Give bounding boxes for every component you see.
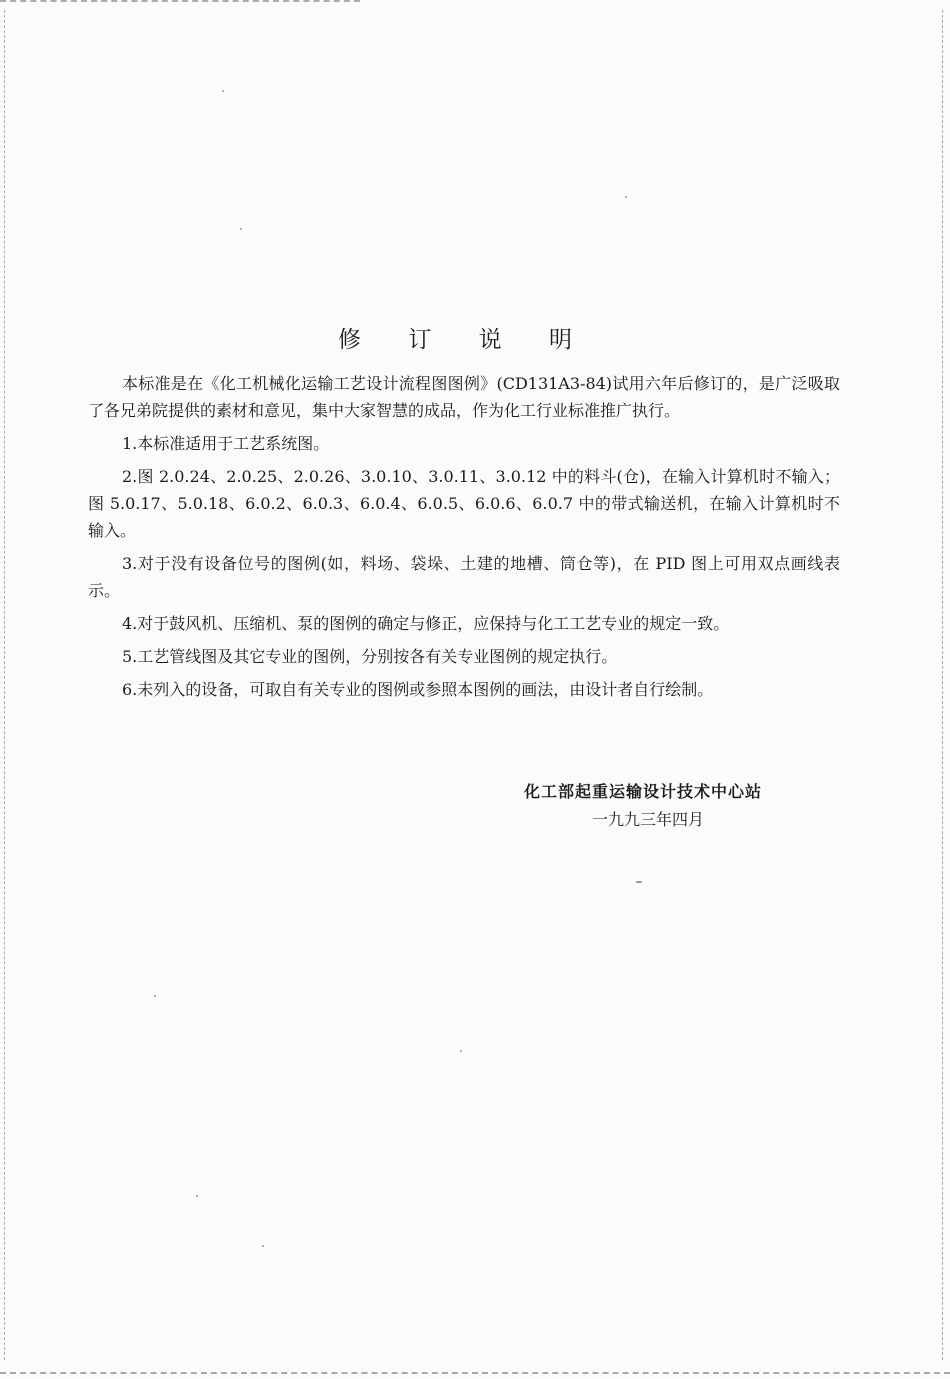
scan-speck	[636, 881, 642, 883]
list-item: 5.工艺管线图及其它专业的图例，分别按各有关专业图例的规定执行。	[122, 647, 618, 666]
page-title: 修 订 说 明	[338, 327, 592, 354]
document-body	[88, 370, 840, 703]
list-item: 4.对于鼓风机、压缩机、泵的图例的确定与修正，应保持与化工工艺专业的规定一致。	[122, 614, 730, 633]
scan-speck	[240, 228, 242, 230]
signature-organization: 化工部起重运输设计技术中心站	[524, 782, 763, 801]
list-item: 3.对于没有设备位号的图例(如，料场、袋垛、土建的地槽、筒仓等)，在 PID 图上可用双点画线表示。	[88, 554, 840, 600]
signature-block	[524, 778, 824, 834]
scan-speck	[460, 1050, 462, 1052]
scan-speck	[154, 995, 156, 997]
list-item: 6.未列入的设备，可取自有关专业的图例或参照本图例的画法，由设计者自行绘制。	[122, 680, 714, 699]
scan-edge-left	[4, 10, 6, 1360]
scan-speck	[196, 1195, 198, 1197]
scan-speck	[262, 1245, 264, 1247]
list-item: 1.本标准适用于工艺系统图。	[122, 434, 330, 453]
scan-edge-right	[942, 10, 944, 1360]
scan-speck	[222, 90, 224, 92]
signature-date: 一九九三年四月	[592, 810, 705, 829]
scan-speck	[625, 196, 627, 198]
scan-edge-bottom	[0, 1372, 950, 1375]
list-item: 2.图 2.0.24、2.0.25、2.0.26、3.0.10、3.0.11、3.0.12 中的料斗(仓)，在输入计算机时不输入；图 5.0.17、5.0.18、6.0.2、6.0.3、6.0.4、6.0.5、6.0.6、6.0.7 中的带式输送机，在输入计算机时不输入。	[88, 467, 840, 540]
intro-paragraph: 本标准是在《化工机械化运输工艺设计流程图图例》(CD131A3-84)试用六年后修订的，是广泛吸取了各兄弟院提供的素材和意见，集中大家智慧的成品，作为化工行业标准推广执行。	[88, 374, 840, 420]
scan-edge-top	[0, 0, 360, 3]
